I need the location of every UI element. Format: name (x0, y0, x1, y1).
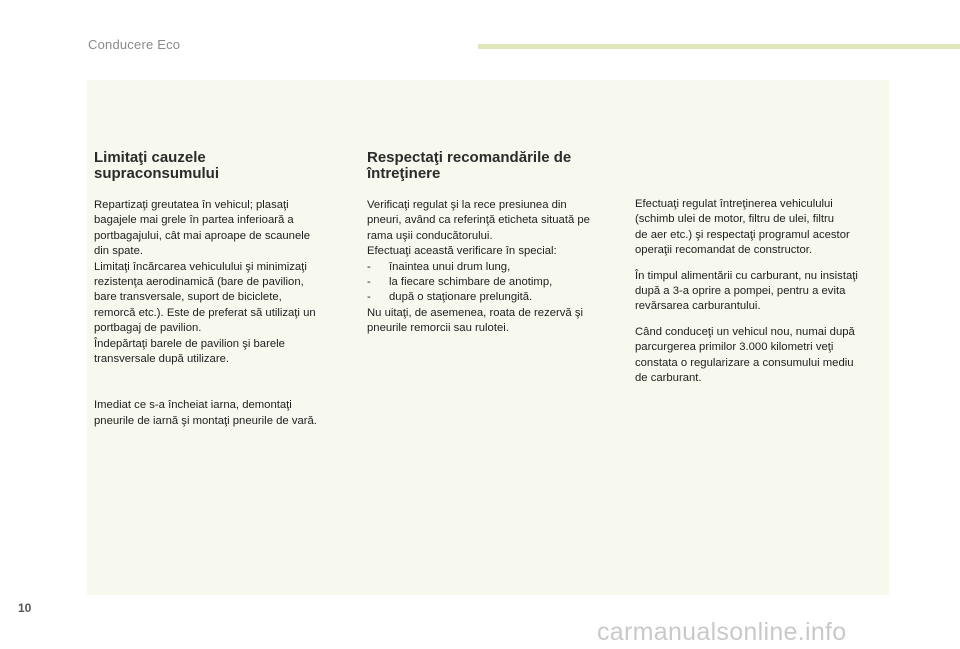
heading-limit-causes: Limitaţi cauzele supraconsumului (94, 149, 220, 182)
paragraph-new-vehicle: Când conduceţi un vehicul nou, numai după parcurgerea primilor 3.000 kilometri veţi constata o regularizare a consumului mediu de carburant. (635, 325, 855, 385)
paragraph-service-schedule: Efectuaţi regulat întreţinerea vehiculului (schimb ulei de motor, filtru de ulei, filtru de aer etc.) şi respectaţi programul acestor operaţii recomandat de constructor. (635, 198, 850, 257)
watermark: carmanualsonline.info (597, 618, 847, 646)
section-title: Conducere Eco (88, 37, 181, 52)
paragraph-refuelling: În timpul alimentării cu carburant, nu insistaţi după a 3-a oprire a pompei, pentru a evita revărsarea carburantului. (635, 269, 858, 313)
list-item: - la fiecare schimbare de anotimp, (367, 276, 553, 289)
column-overconsumption (94, 150, 344, 429)
list-item: - după o staţionare prelungită. (367, 291, 533, 304)
column-maintenance-continued (635, 197, 880, 386)
column-maintenance (367, 150, 612, 337)
list-item: - înaintea unui drum lung, (367, 260, 511, 273)
paragraph-winter-tyres: Imediat ce s-a încheiat iarna, demontaţi pneurile de iarnă şi montaţi pneurile de vară. (94, 399, 317, 427)
paragraph-load-distribution: Repartizaţi greutatea în vehicul; plasaţi bagajele mai grele în partea inferioară a portbagajului, cât mai aproape de scaunele din spate. Limitaţi încărcarea vehiculului şi minimizaţi rezistenţa aerodinamică (bare de pavilion, bare transversale, suport de biciclete, remorcă etc.). Este de preferat să utilizaţi un portbagaj de pavilion. Îndepărtaţi barele de pavilion şi barele transversale după utilizare. (94, 199, 316, 366)
paragraph-tyre-pressure: Verificaţi regulat şi la rece presiunea din pneuri, având ca referinţă eticheta situată pe rama uşii conducătorului. Efectuaţi această verificare în special: - înaintea unui drum lung, - la fiecare schimbare de anotimp, - după o staţionare prelungită. Nu uitaţi, de asemenea, roata de rezervă şi pneurile remorcii sau rulotei. (367, 198, 612, 337)
header-accent-bar (478, 44, 960, 49)
page-number: 10 (18, 601, 32, 615)
heading-maintenance: Respectaţi recomandările de întreţinere (367, 149, 572, 182)
